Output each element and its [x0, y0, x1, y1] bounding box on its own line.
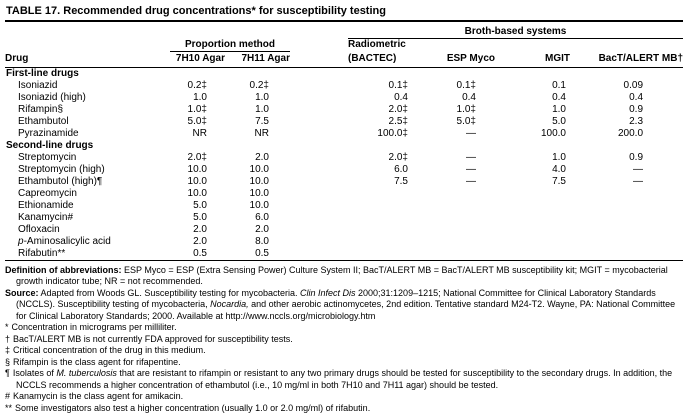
- text-segment: BacT/ALERT MB is not currently FDA approved for susceptibility tests.: [13, 333, 293, 344]
- value-cell: 0.1‡: [456, 79, 476, 91]
- text-segment: Rifampin§: [18, 103, 64, 115]
- footnote-label: Definition of abbreviations:: [5, 264, 122, 275]
- value-cell: 2.0‡: [187, 151, 207, 163]
- value-cell: [570, 248, 683, 261]
- value-cell: NR: [192, 127, 207, 139]
- value-cell: [430, 212, 495, 224]
- text-segment: Ethambutol (high)¶: [18, 175, 103, 187]
- header-spacer: [430, 38, 683, 51]
- value-cell: —: [633, 175, 644, 187]
- value-cell: 2.3: [629, 115, 644, 127]
- text-segment: 2000;31:1209–1215; National Committee for Clinical Laboratory Standards (NCCLS). Susceptibility testing of mycobacteria,: [16, 287, 656, 309]
- text-segment: and other aerobic actinomycetes, 2nd edition. Tentative standard M24-T2. Wayne, PA: National Committee for Clinical Laboratory Standards; 2000. Available at http://www.nccls.org/microbiology.htm: [16, 299, 676, 321]
- value-cell: 7.5: [394, 175, 408, 187]
- table-title: TABLE 17. Recommended drug concentrations* for susceptibility testing: [5, 3, 683, 22]
- drug-name-cell: [5, 164, 170, 176]
- text-segment: Ofloxacin: [18, 223, 60, 235]
- drug-row: [5, 164, 683, 176]
- drug-name-cell: [5, 128, 170, 140]
- text-segment: Streptomycin: [18, 151, 77, 163]
- value-cell: 1.0: [255, 103, 269, 115]
- text-segment: Isolates of: [12, 368, 57, 378]
- value-cell: 1.0‡: [187, 103, 207, 115]
- text-segment: Some investigators also test a higher concentration (usually 1.0 or 2.0 mg/ml) of rifabutin.: [15, 402, 371, 413]
- value-cell: [430, 224, 495, 236]
- header-spacer: [5, 23, 348, 38]
- text-segment: Rifabutin**: [18, 247, 66, 259]
- value-cell: 7.5: [255, 115, 269, 127]
- value-cell: 10.0: [249, 199, 269, 211]
- text-segment: Ethionamide: [18, 199, 74, 211]
- column-gap-cell: [290, 152, 348, 164]
- value-cell: 2.0‡: [388, 103, 408, 115]
- drug-name-cell: [5, 92, 170, 104]
- value-cell: 2.5‡: [388, 115, 408, 127]
- drug-row: [5, 224, 683, 236]
- value-cell: 0.1: [552, 79, 566, 91]
- value-cell: [570, 236, 683, 248]
- header-spacer: [290, 51, 348, 67]
- footnote: [5, 391, 683, 403]
- value-cell: 0.9: [629, 103, 644, 115]
- value-cell: 0.5: [255, 247, 269, 259]
- value-cell: 4.0: [552, 163, 566, 175]
- text-segment: Rifampin is the class agent for rifapentine.: [13, 356, 181, 367]
- footnote: [5, 265, 683, 288]
- value-cell: 2.0: [255, 223, 269, 235]
- text-segment: Ethambutol: [18, 115, 69, 127]
- value-cell: 10.0: [187, 175, 207, 187]
- value-cell: [495, 224, 570, 236]
- value-cell: —: [633, 163, 644, 175]
- text-segment: Isoniazid: [18, 79, 58, 91]
- text-segment: ESP Myco = ESP (Extra Sensing Power) Culture System II; BacT/ALERT MB = BacT/ALERT MB susceptibility kit; MGIT = mycobacterial growth indicator tube; NR = not recommended.: [16, 264, 668, 286]
- footnote-marker: †: [5, 333, 11, 344]
- value-cell: [430, 200, 495, 212]
- table-header: [5, 23, 683, 67]
- value-cell: 10.0: [249, 163, 269, 175]
- drug-row: [5, 92, 683, 104]
- footnote-marker: #: [5, 391, 11, 401]
- drug-row: [5, 104, 683, 116]
- value-cell: 5.0‡: [456, 115, 476, 127]
- text-segment: Streptomycin (high): [18, 163, 105, 175]
- value-cell: 0.2‡: [249, 79, 269, 91]
- value-cell: 5.0: [193, 211, 207, 223]
- italic-text: M. tuberculosis: [56, 368, 117, 378]
- drug-row: [5, 176, 683, 188]
- text-segment: Concentration in micrograms per milliliter.: [11, 322, 177, 332]
- drug-name-cell: [5, 116, 170, 128]
- column-gap-cell: [290, 248, 348, 261]
- column-gap-cell: [290, 224, 348, 236]
- text-segment: Pyrazinamide: [18, 127, 79, 139]
- section-label: First-line drugs: [6, 67, 79, 79]
- footnote: [5, 368, 683, 391]
- table-body: [5, 67, 683, 260]
- value-cell: —: [466, 163, 476, 175]
- value-cell: [495, 188, 570, 200]
- value-cell: 10.0: [187, 187, 207, 199]
- drug-name-cell: [5, 224, 170, 236]
- value-cell: [348, 224, 430, 236]
- drug-row: [5, 200, 683, 212]
- value-cell: 0.5: [193, 247, 207, 259]
- drug-row: [5, 128, 683, 140]
- value-cell: [348, 236, 430, 248]
- footnote-marker: *: [5, 322, 9, 332]
- value-cell: [348, 212, 430, 224]
- value-cell: 1.0: [552, 151, 566, 163]
- drug-column-header: Drug: [5, 51, 170, 67]
- column-gap-cell: [290, 236, 348, 248]
- value-cell: 1.0: [193, 91, 207, 103]
- italic-text: p-: [18, 235, 27, 247]
- value-cell: 200.0: [617, 127, 644, 139]
- footnote: [5, 334, 683, 346]
- drug-row: [5, 80, 683, 92]
- column-gap-cell: [290, 92, 348, 104]
- drug-row: [5, 212, 683, 224]
- drug-name-cell: [5, 200, 170, 212]
- value-cell: 10.0: [249, 187, 269, 199]
- value-cell: 2.0: [255, 151, 269, 163]
- text-segment: Critical concentration of the drug in this medium.: [13, 345, 206, 355]
- footnotes: [5, 265, 683, 415]
- text-segment: Kanamycin#: [18, 211, 74, 223]
- value-cell: [570, 224, 683, 236]
- proportion-method-group-header: Proportion method: [170, 38, 290, 51]
- value-cell: 10.0: [187, 163, 207, 175]
- col-header-bactalert-mb: BacT/ALERT MB†: [570, 51, 683, 67]
- header-spacer: [5, 38, 170, 51]
- value-cell: —: [466, 175, 476, 187]
- column-gap-cell: [290, 80, 348, 92]
- value-cell: 0.4: [552, 91, 566, 103]
- value-cell: —: [466, 151, 476, 163]
- column-gap-cell: [290, 104, 348, 116]
- col-header-7h11-agar: 7H11 Agar: [225, 51, 290, 67]
- drug-row: [5, 116, 683, 128]
- value-cell: [570, 200, 683, 212]
- drug-name-cell: [5, 176, 170, 188]
- drug-name-cell: [5, 212, 170, 224]
- value-cell: 1.0‡: [456, 103, 476, 115]
- footnote: [5, 288, 683, 323]
- value-cell: 0.4: [462, 91, 476, 103]
- column-gap-cell: [290, 116, 348, 128]
- value-cell: [348, 188, 430, 200]
- value-cell: 2.0‡: [388, 151, 408, 163]
- value-cell: 10.0: [249, 175, 269, 187]
- value-cell: 0.4: [394, 91, 408, 103]
- broth-group-row: [5, 23, 683, 38]
- section-header-row: [5, 67, 683, 80]
- text-segment: Capreomycin: [18, 187, 77, 199]
- value-cell: 0.2‡: [187, 79, 207, 91]
- drug-name-cell: [5, 188, 170, 200]
- value-cell: 0.1‡: [388, 79, 408, 91]
- value-cell: 6.0: [255, 211, 269, 223]
- header-spacer: [290, 38, 348, 51]
- value-cell: [430, 248, 495, 261]
- value-cell: 100.0: [540, 127, 566, 139]
- value-cell: 0.9: [629, 151, 644, 163]
- proportion-group-row: [5, 38, 683, 51]
- value-cell: 2.0: [193, 235, 207, 247]
- column-gap-cell: [290, 200, 348, 212]
- value-cell: 0.4: [629, 91, 644, 103]
- value-cell: 5.0‡: [187, 115, 207, 127]
- drug-row: [5, 152, 683, 164]
- text-segment: Isoniazid (high): [18, 91, 86, 103]
- column-gap-cell: [290, 176, 348, 188]
- col-header-esp-myco: ESP Myco: [430, 51, 495, 67]
- value-cell: 8.0: [255, 235, 269, 247]
- drug-name-cell: [5, 152, 170, 164]
- value-cell: 1.0: [255, 91, 269, 103]
- text-segment: Aminosalicylic acid: [26, 235, 111, 247]
- value-cell: 1.0: [552, 103, 566, 115]
- value-cell: 6.0: [394, 163, 408, 175]
- value-cell: [430, 236, 495, 248]
- column-header-row: [5, 51, 683, 67]
- column-gap-cell: [290, 188, 348, 200]
- value-cell: —: [466, 127, 476, 139]
- text-segment: Adapted from Woods GL. Susceptibility testing for mycobacteria.: [38, 287, 300, 298]
- drug-name-cell: [5, 104, 170, 116]
- column-gap-cell: [290, 128, 348, 140]
- value-cell: NR: [254, 127, 269, 139]
- value-cell: [495, 212, 570, 224]
- footnote-label: Source:: [5, 287, 39, 298]
- footnote-marker: ¶: [5, 368, 10, 378]
- col-header-mgit: MGIT: [495, 51, 570, 67]
- drug-row: [5, 188, 683, 200]
- value-cell: [570, 212, 683, 224]
- italic-text: Nocardia,: [210, 299, 249, 309]
- footnote-marker: ‡: [5, 345, 11, 355]
- value-cell: [570, 188, 683, 200]
- column-gap-cell: [290, 212, 348, 224]
- value-cell: 0.09: [623, 79, 644, 91]
- footnote: [5, 403, 683, 415]
- column-gap-cell: [290, 164, 348, 176]
- text-segment: that are resistant to rifampin or resistant to any two primary drugs should be tested for susceptibility to the secondary drugs. In addition, the NCCLS recommends a higher concentration of ethambutol (i.e., 10 mg/ml in both 7H10 and 7H11 agar) should be tested.: [16, 368, 673, 390]
- value-cell: [348, 248, 430, 261]
- footnote: [5, 322, 683, 334]
- drug-name-cell: [5, 236, 170, 248]
- col-header-7h10-agar: 7H10 Agar: [170, 51, 225, 67]
- value-cell: 2.0: [193, 223, 207, 235]
- value-cell: [348, 200, 430, 212]
- drug-name-cell: [5, 80, 170, 92]
- value-cell: [430, 188, 495, 200]
- footnote: [5, 357, 683, 369]
- drug-row: [5, 248, 683, 261]
- footnote: [5, 345, 683, 357]
- value-cell: [495, 236, 570, 248]
- italic-text: Clin Infect Dis: [299, 287, 356, 298]
- value-cell: [495, 200, 570, 212]
- value-cell: 5.0: [193, 199, 207, 211]
- drug-row: [5, 236, 683, 248]
- footnote-marker: **: [5, 402, 13, 413]
- radiometric-header-line2: (BACTEC): [348, 51, 430, 67]
- drug-concentrations-table: [5, 23, 683, 261]
- radiometric-header-line1: Radiometric: [348, 39, 406, 50]
- value-cell: [495, 248, 570, 261]
- value-cell: 100.0‡: [377, 127, 408, 139]
- text-segment: Kanamycin is the class agent for amikacin.: [13, 391, 184, 401]
- broth-systems-group-header: Broth-based systems: [348, 23, 683, 38]
- value-cell: 7.5: [552, 175, 566, 187]
- drug-name-cell: [5, 248, 170, 261]
- section-label: Second-line drugs: [6, 139, 94, 151]
- footnote-marker: §: [5, 356, 11, 367]
- section-header-row: [5, 140, 683, 152]
- value-cell: 5.0: [552, 115, 566, 127]
